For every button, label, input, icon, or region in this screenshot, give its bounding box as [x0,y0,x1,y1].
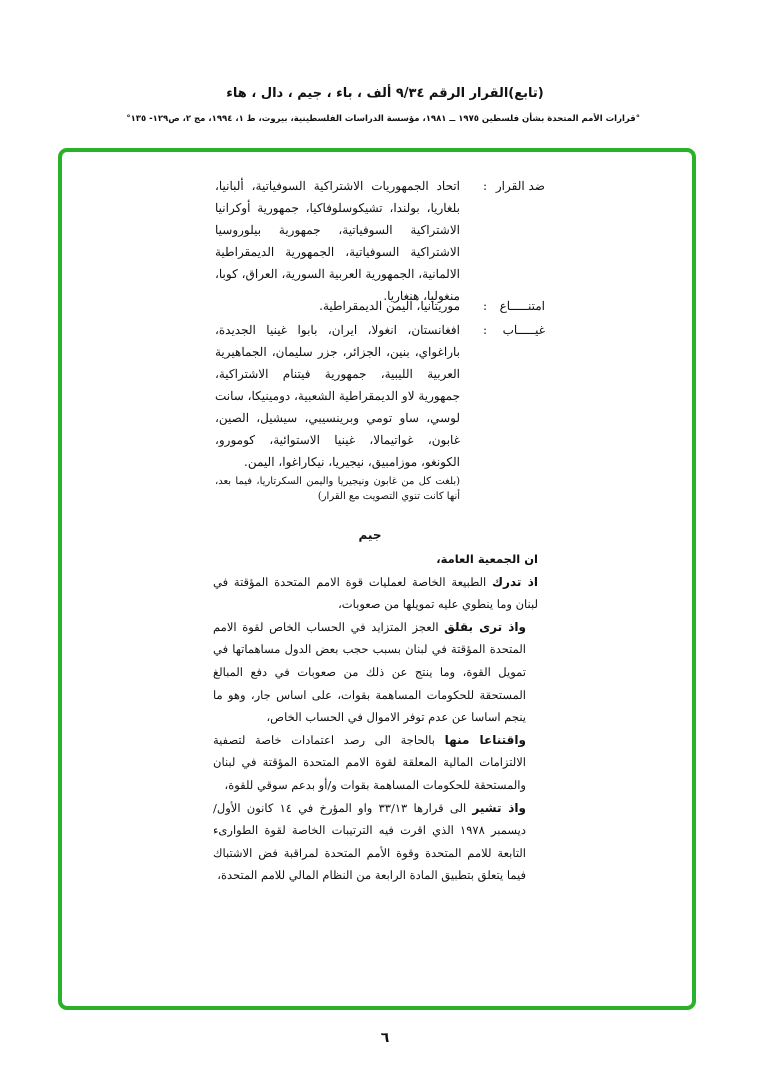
resolution-body [213,548,538,887]
addressee: ان الجمعية العامة، [436,552,538,566]
vote-absent [215,319,545,504]
vote-absent-colon: : [482,323,487,337]
paragraph-lead: اذ تدرك [492,574,539,589]
paragraph-text: بالحاجة الى رصد اعتمادات خاصة لتصفية الالتزامات المالية المعلقة لقوة الامم المتحدة المؤقتة في لبنان والمستحقة للحكومات المساهمة بقوات و/أو بدعم سوقي للقوة، [213,732,526,792]
document-title: (تابع)القرار الرقم ٩/٣٤ ألف ، باء ، جيم ، دال ، هاء [226,86,544,101]
preamble-paragraph [213,571,538,616]
vote-against-countries: اتحاد الجمهوريات الاشتراكية السوفياتية، ألبانيا، بلغاريا، بولندا، تشيكوسلوفاكيا، جمهورية أوكرانيا الاشتراكية السوفياتية، جمهورية بيلوروسيا الاشتراكية السوفياتية، الجمهورية الديمقراطية الالمانية، الجمهورية العربية السورية، العراق، كوبا، منغوليا، هنغاريا. [215,179,460,303]
vote-absent-note: (بلغت كل من غابون ونيجيريا واليمن السكرتاريا، فيما بعد، أنها كانت تنوي التصويت مع القرار) [215,476,460,502]
paragraph-text: الطبيعة الخاصة لعمليات قوة الامم المتحدة المؤقتة في لبنان وما ينطوي عليه تمويلها من صعوبات، [213,574,538,612]
paragraph-text: الى قرارها ٣٣/١٣ واو المؤرخ في ١٤ كانون الأول/ ديسمبر ١٩٧٨ الذي اقرت فيه الترتيبات الخاصة لقوة الطوارىء التابعة للامم المتحدة وقوة الأمم المتحدة لمراقبة فض الاشتباك فيما يتعلق بتطبيق المادة الرابعة من النظام المالي للامم المتحدة، [213,800,526,883]
preamble-paragraph [213,729,538,797]
paragraph-lead: واقتناعا منها [444,732,526,747]
preamble-paragraph [213,616,538,729]
vote-against [215,175,545,307]
paragraph-text: العجز المتزايد في الحساب الخاص لقوة الامم المتحدة المؤقتة في لبنان بسبب حجب بعض الدول مساهماتها في تمويل القوة، وما ينتج عن ذلك من صعوبات في دفع المبالغ المستحقة للحكومات المساهمة بقوات، على اساس جار، وهو ما ينجم اساسا عن عدم توفر الاموال في الحساب الخاص، [213,619,526,725]
vote-against-label: ضد القرار [495,179,545,193]
page-number: ٦ [380,1030,390,1046]
preamble-paragraph [213,797,538,887]
paragraph-lead: واذ ترى بقلق [444,619,526,634]
vote-abstain [215,295,545,317]
vote-abstain-countries: موريتانيا، اليمن الديمقراطية. [319,299,460,313]
vote-absent-countries: افغانستان، انغولا، ايران، بابوا غينيا الجديدة، باراغواي، بنين، الجزائر، جزر سليمان، الجماهيرية العربية الليبية، جمهورية فيتنام الاشتراكية، جمهورية لاو الديمقراطية الشعبية، دومينيكا، سانت لوسي، ساو تومي وبرينسيبي، سيشيل، الصين، غابون، غواتيمالا، غينيا الاستوائية، كومورو، الكونغو، موزامبيق، نيجيريا، نيكاراغوا، اليمن. [214,323,460,469]
vote-absent-label: غيـــــاب [502,323,545,337]
paragraph-lead: واذ تشير [472,800,526,815]
vote-abstain-colon: : [482,299,487,313]
vote-against-colon: : [482,179,487,193]
section-title: جيم [358,528,382,542]
vote-abstain-label: امتنـــــاع [499,299,545,313]
source-reference: °قرارات الأمم المتحدة بشأن فلسطين ١٩٧٥ ــ ١٩٨١، مؤسسة الدراسات الفلسطينية، بيروت، ط ١، ١٩٩٤، مج ٢، ص١٢٩- ١٣٥° [126,114,640,124]
